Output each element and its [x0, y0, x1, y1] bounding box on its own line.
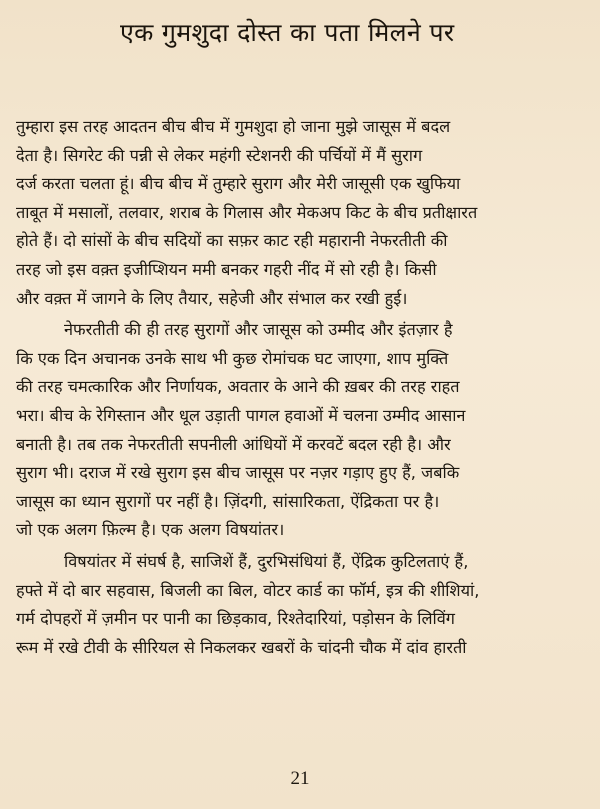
text-line: कि एक दिन अचानक उनके साथ भी कुछ रोमांचक घट जाएगा, शाप मुक्ति [16, 348, 449, 368]
text-line: विषयांतर में संघर्ष है, साजिशें हैं, दुरभिसंधियां हैं, ऐंद्रिक कुटिलताएं हैं, [64, 551, 469, 571]
chapter-title: एक गुमशुदा दोस्त का पता मिलने पर [120, 18, 455, 47]
text-line: नेफरतीती की ही तरह सुरागों और जासूस को उम्मीद और इंतज़ार है [64, 320, 453, 340]
paragraph-3 [16, 548, 590, 662]
text-line: देता है। सिगरेट की पन्नी से लेकर महंगी स्टेशनरी की पर्चियों में मैं सुराग [16, 145, 423, 165]
page-number: 21 [290, 768, 310, 789]
text-line: रूम में रखे टीवी के सीरियल से निकलकर खबरों के चांदनी चौक में दांव हारती [16, 637, 467, 657]
text-line: जो एक अलग फ़िल्म है। एक अलग विषयांतर। [16, 520, 285, 540]
paragraph-2 [16, 316, 590, 545]
text-line: गर्म दोपहरों में ज़मीन पर पानी का छिड़काव, रिश्तेदारियां, पड़ोसन के लिविंग [16, 609, 455, 629]
text-line: भरा। बीच के रेगिस्तान और धूल उड़ाती पागल हवाओं में चलना उम्मीद आसान [16, 405, 466, 425]
text-line: बनाती है। तब तक नेफरतीती सपनीली आंधियों में करवटें बदल रही है। और [16, 434, 451, 454]
text-line: और वक़्त में जागने के लिए तैयार, सहेजी और संभाल कर रखी हुई। [16, 288, 408, 308]
text-line: ताबूत में मसालों, तलवार, शराब के गिलास और मेकअप किट के बीच प्रतीक्षारत [16, 202, 478, 222]
body-text [16, 113, 590, 662]
text-line: की तरह चमत्कारिक और निर्णायक, अवतार के आने की ख़बर की तरह राहत [16, 377, 460, 397]
text-line: जासूस का ध्यान सुरागों पर नहीं है। ज़िंदगी, सांसारिकता, ऐंद्रिकता पर है। [16, 491, 440, 511]
text-line: तरह जो इस वक़्त इजीप्शियन ममी बनकर गहरी नींद में सो रही है। किसी [16, 259, 437, 279]
text-line: सुराग भी। दराज में रखे सुराग इस बीच जासूस पर नज़र गड़ाए हुए हैं, जबकि [16, 463, 460, 483]
text-line: होते हैं। दो सांसों के बीच सदियों का सफ़र काट रही महारानी नेफरतीती की [16, 231, 448, 251]
text-line: दर्ज करता चलता हूं। बीच बीच में तुम्हारे सुराग और मेरी जासूसी एक खुफिया [16, 174, 461, 194]
text-line: हफ्ते में दो बार सहवास, बिजली का बिल, वोटर कार्ड का फॉर्म, इत्र की शीशियां, [16, 580, 480, 600]
text-line: तुम्हारा इस तरह आदतन बीच बीच में गुमशुदा हो जाना मुझे जासूस में बदल [16, 117, 451, 136]
paragraph-1 [16, 113, 590, 313]
